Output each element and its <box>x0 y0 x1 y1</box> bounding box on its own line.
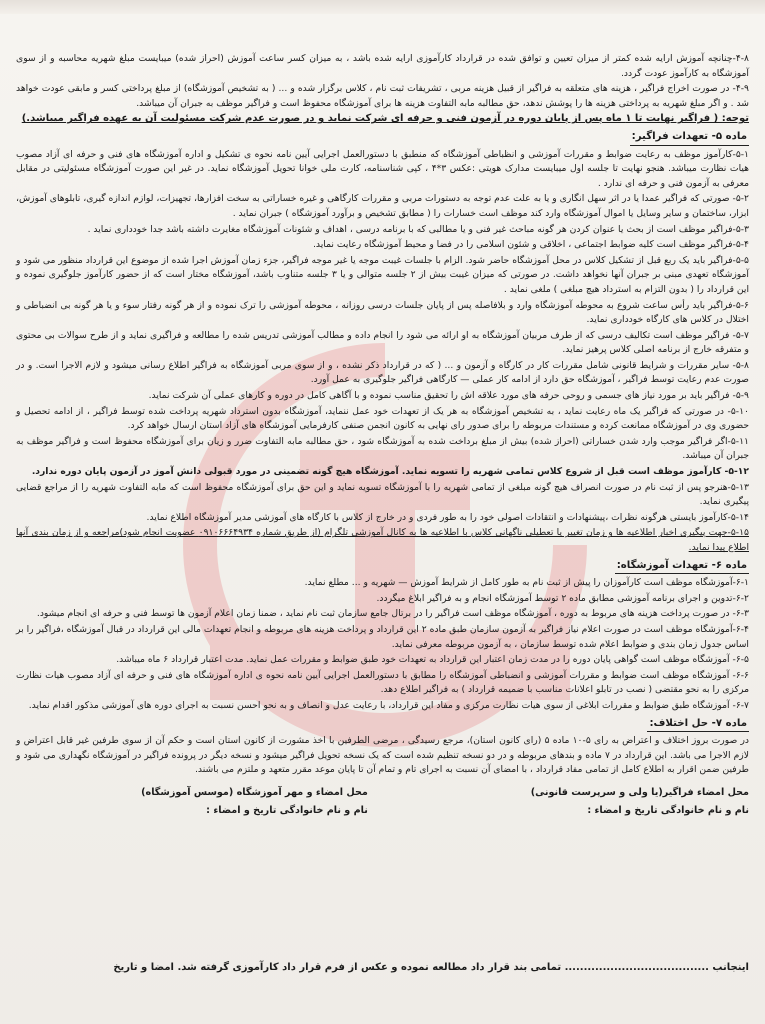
clause-5-13: ۵-۱۳-هنرجو پس از ثبت نام در صورت انصراف هیچ گونه مبلغی از تمامی شهریه را با آموزشگاه تسویه نماید و این حق برای آموزشگاه محفوظ است که مابه التفاوت شهریه را از مراجع قضایی پیگیری نماید. <box>16 481 749 508</box>
clause-5-14: ۵-۱۴-کارآموز بایستی هرگونه نظرات ،پیشنهادات و انتقادات اصولی خود را به طور فردی و در خارج از کلاس با کارگاه های آموزشی مدیر آموزشگاه اطلاع نماید. <box>146 511 749 523</box>
institute-signature-label: محل امضاء و مهر آموزشگاه (موسس آموزشگاه) <box>141 786 368 798</box>
acknowledgement-blank: ...................................... <box>564 962 709 973</box>
learner-signature-label: محل امضاء فراگیر(یا ولی و سرپرست قانونی) <box>530 786 749 798</box>
clause-5-7: ۵-۷- فراگیر موظف است تکالیف درسی که از طرف مربیان آموزشگاه به او ارائه می شود را انجام داده و مطالب آموزشی تدریس شده را مطالعه و فراگیری نماید و از طرح سوالات بی محتوی و متفرقه خارج از برنامه اصلی کلاس پرهیز نماید. <box>16 329 749 356</box>
clause-5-8: ۵-۸- سایر مقررات و شرایط قانونی شامل مقررات کار در کارگاه و آزمون و ... ( که در قرارداد ذکر نشده ، و از سوی مربی آموزشگاه به فراگیر اطلاع رسانی میشود و لازم الاجرا است. و در صورت عدم رعایت توسط فراگیر ، آموزشگاه حق دارد از ادامه کار عملی — کارگاهی فراگیر جلوگیری به عمل آورد. <box>16 359 749 386</box>
clause-5-15: ۵-۱۵-جهت پیگیری اخبار اطلاعیه ها و زمان تغییر یا تعطیلی ناگهانی کلاس با اطلاعیه ها به کانال آموزشی تلگرام (از طریق شماره ۰۹۱۰۶۶۶۴۹۳۴ عضویت انجام شود)مراجعه و از زمان بندی آنها اطلاع پیدا نماید. <box>16 527 749 553</box>
signature-block <box>16 784 749 820</box>
acknowledgement-label: اینجانب <box>712 962 749 973</box>
clause-7-text: در صورت بروز اختلاف و اعتراض به رای ۵-۱۰ ماده ۵ (رای کانون استان)، مرجع رسیدگی ، مرضی الطرفین با اخذ مشورت از کانون استان است و حکم آن از سوی طرفین غیر قابل اعتراض و لازم الاجرا می باشد. این قرارداد در ۷ ماده و بندهای مربوطه و در دو نسخه تنظیم شده است که یک نسخه تحویل فراگیر میشود و نسخه دیگر در پرونده فراگیر در آموزشگاه نگهداری می شود و طرفین ضمن اقرار به اطلاع کامل از تمامی مفاد قرارداد ، با امضای آن نسبت به اجرای تام و تمام آن تا پایان موعد مقرر متعهد و ملتزم می باشند. <box>16 735 750 776</box>
document-body <box>16 52 749 820</box>
section-5-heading: ماده ۵- تعهدات فراگیر: <box>630 130 749 146</box>
learner-signature <box>397 784 749 820</box>
clause-5-9: ۵-۹- فراگیر باید بر مورد نیاز های جسمی و روحی حرفه های مورد علاقه اش را تحقیق مناسب نموده و با آگاهی کامل در دوره و کارهای عملی آن شرکت نماید. <box>148 390 749 402</box>
clause-5-11: ۵-۱۱-اگر فراگیر موجب وارد شدن خساراتی (احراز شده) بیش از مبلغ برداخت شده به آموزشگاه شود ، حق مطالبه مابه التفاوت ضرر و زیان برای آموزشگاه محفوظ است و فراگیر موظف به جبران آن میباشد. <box>16 435 749 462</box>
clause-5-2: ۵-۲- صورتی که فراگیر عمدا یا در اثر سهل انگاری و یا به علت عدم توجه به دستورات مربی و مقررات کارگاهی و غیره خساراتی به سخت افزارها، تجهیزات، لوازم اندازه گیری، تابلوهای آموزش، ابزار، ساختمان و سایر وسایل یا اموال آموزشگاه وارد کند موظف است خسارات را ( مطابق تشخیص و برآورد آموزشگاه ) جبران نماید . <box>16 193 749 219</box>
clause-5-1: ۵-۱-کارآموز موظف به رعایت ضوابط و مقررات آموزشی و انظباطی آموزشگاه که منطبق با دستورالعمل اجرایی آیین نامه نحوه ی تشکیل و اداره آموزشگاه های فنی و حرفه ای آزاد مصوب هیات نظارت میباشد. هنجو نهایت تا جلسه اول میبایست مدارک هویتی :عکس ۳*۴ ، کپی شناسنامه، کارت ملی خوانا تحویل آموزشگاه نماید. در غیر این صورت آموزشگاه مسئولیتی در مقابل معرفی به آزمون فنی و حرفه ای ندارد . <box>16 148 749 189</box>
clause-6-5: ۶-۵- آموزشگاه موظف است گواهی پایان دوره را در مدت زمان اعتبار این قرارداد به تعهدات خود طبق ضوابط و مقررات عمل نماید. مدت اعتبار قرارداد ۶ ماه میباشد. <box>116 654 749 666</box>
paper-edge <box>0 0 765 14</box>
section-6-heading: ماده ۶- تعهدات آموزشگاه: <box>615 559 749 575</box>
learner-name-date: نام و نام خانوادگی تاریخ و امضاء : <box>587 804 749 816</box>
clause-5-5: ۵-۵-فراگیر باید یک ربع قبل از تشکیل کلاس در محل آموزشگاه حاضر شود. الزام با جلسات غیبت موجه یا غیر موجه فراگیر، جزء زمان آموزش اجرا شده از موضوع این قرارداد منظور می شود و آموزشگاه تعهدی مبنی بر جبران آنها نخواهد داشت. در صورتی که میزان غیبت بیش از ۲ جلسه متوالی و یا ۳ جلسه متناوب باشد، آموزشگاه مختار است که از حضور کارآموز جلوگیری نموده و این قرارداد را ( بدون التزام به استرداد هیچ مبلغی ) ملغی نماید . <box>16 254 749 295</box>
clause-6-1: ۶-۱-آموزشگاه موظف است کارآموزان را پیش از ثبت نام به طور کامل از شرایط آموزش — شهریه و ... مطلع نماید. <box>304 577 749 589</box>
clause-5-10: ۵-۱۰- در صورتی که فراگیر یک ماه رعایت نماید ، به تشخیص آموزشگاه به هر یک از تعهدات خود عمل ننماید، آموزشگاه بدون استرداد شهریه پرداخت شده توسط فراگیر ، از ادامه تحصیل و حضوری وی در آموزشگاه ممانعت کرده و مستندات مربوطه را برای صدور رای نهایی به کانون انجمن صنفی کارفرمایی آموزشگاه های آزاد استان ارسال خواهد کرد. <box>16 405 749 432</box>
acknowledgement-text: تمامی بند قرار داد مطالعه نموده و عکس از فرم قرار داد کارآموزی گرفته شد. امضا و تاریخ <box>113 962 562 973</box>
institute-name-date: نام و نام خانوادگی تاریخ و امضاء : <box>206 804 368 816</box>
clause-6-6: ۶-۶- آموزشگاه موظف است ضوابط و مقررات آموزشی و انضباطی آموزشگاه را مطابق با دستورالعمل اجرایی آیین نامه نحوه ی اداره آموزشگاه های فنی و حرفه ای آزاد مصوب هیات نظارت مرکزی را به نحو مقتضی ( نصب در تابلو اعلانات مناسب با ضمیمه قرارداد ) به فراگیر اطلاع دهد. <box>16 669 749 696</box>
institute-signature <box>16 784 368 820</box>
clause-6-7: ۶-۷- آموزشگاه طبق ضوابط و مقررات ابلاغی از سوی هیات نظارت مرکزی و مفاد این قرارداد، با رعایت عدل و انصاف و به نحو احسن نسبت به اجرای دوره های آموزشی مذکور اقدام نماید. <box>28 699 749 711</box>
clause-5-3: ۵-۳-فراگیر موظف است از بحث یا عنوان کردن هر گونه مباحث غیر فنی و یا مطالبی که با برنامه درسی ، اهداف و شئونات آموزشگاه مغایرت داشته باشد جدا خودداری نماید . <box>87 223 749 235</box>
acknowledgement-line <box>16 962 749 973</box>
clause-6-2: ۶-۲-تدوین و اجرای برنامه آموزشی مطابق ماده ۲ توسط آموزشگاه انجام و به فراگیر ابلاغ میگردد. <box>376 592 749 604</box>
clause-5-6: ۵-۶-فراگیر باید رأس ساعت شروع به محوطه آموزشگاه وارد و بلافاصله پس از پایان جلسات درسی روزانه ، محوطه آموزشی را ترک نموده و از هر گونه رفتار سوء و یا هر گونه بی انضباطی و اختلال در کلاس های کارگاه خودداری نماید. <box>16 299 749 326</box>
note-exam-deadline: توجه: ( فراگیر نهایت تا ۱ ماه پس از پایان دوره در آزمون فنی و حرفه ای شرکت نماید و در صورت عدم شرکت مسئولیت آن به عهده فراگیر میباشد.) <box>21 113 749 125</box>
clause-6-4: ۶-۴-آموزشگاه موظف است در صورت اعلام نیاز فراگیر به آزمون سازمان طبق ماده ۲ این قرارداد و پرداخت هزینه های مربوطه و انجام تعهدات مالی این قرارداد در قبال آموزشگاه ،فراگیر را بر اساس جدول زمان بندی و ضوابط اعلام شده توسط سازمان ، به آزمون مربوطه معرفی نماید. <box>16 623 749 650</box>
clause-5-4: ۵-۴-فراگیر موظف است کلیه ضوابط اجتماعی ، اخلاقی و شئون اسلامی را در فضا و محیط آموزشگاه رعایت نماید. <box>312 239 749 251</box>
clause-5-12: ۵-۱۲- کارآموز موظف است قبل از شروع کلاس تمامی شهریه را تسویه نماید. آموزشگاه هیچ گونه تضمینی در مورد قبولی دانش آموز در آزمون پایان دوره ندارد. <box>31 466 749 478</box>
clause-4-8: ۴-۸-چنانچه آموزش ارایه شده کمتر از میزان تعیین و توافق شده در قرارداد کارآموزی ارایه شده باشد ، به میزان کسر ساعت آموزش (احراز شده) میبایست مبلغ شهریه محاسبه و از سوی آموزشگاه به کارآموز عودت گردد. <box>16 53 749 79</box>
clause-4-9: ۴-۹- در صورت اخراج فراگیر ، هزینه های متعلقه به فراگیر از قبیل هزینه مربی ، تشریفات ثبت نام ، کلاس برگزار شده و ... ( به تشخیص آموزشگاه) از مبلغ پرداختی کسر و مابقی عودت خواهد شد . و اگر مبلغ شهریه به پرداختی هزینه ها را پوشش ندهد، حق مطالبه مابه التفاوت هزینه ها برای آموزشگاه محفوظ است و فراگیر موظف به جبران آن میباشد. <box>16 83 749 109</box>
section-7-heading: ماده ۷- حل اختلاف: <box>647 717 749 733</box>
clause-6-3: ۶-۳- در صورت پرداخت هزینه های مربوط به دوره ، آموزشگاه موظف است فراگیر را در برتال جامع سازمان ثبت نام نماید ، ضمنا زمان اعلام آزمون ها توسط فنی و حرفه ای انجام میشود. <box>36 608 749 620</box>
